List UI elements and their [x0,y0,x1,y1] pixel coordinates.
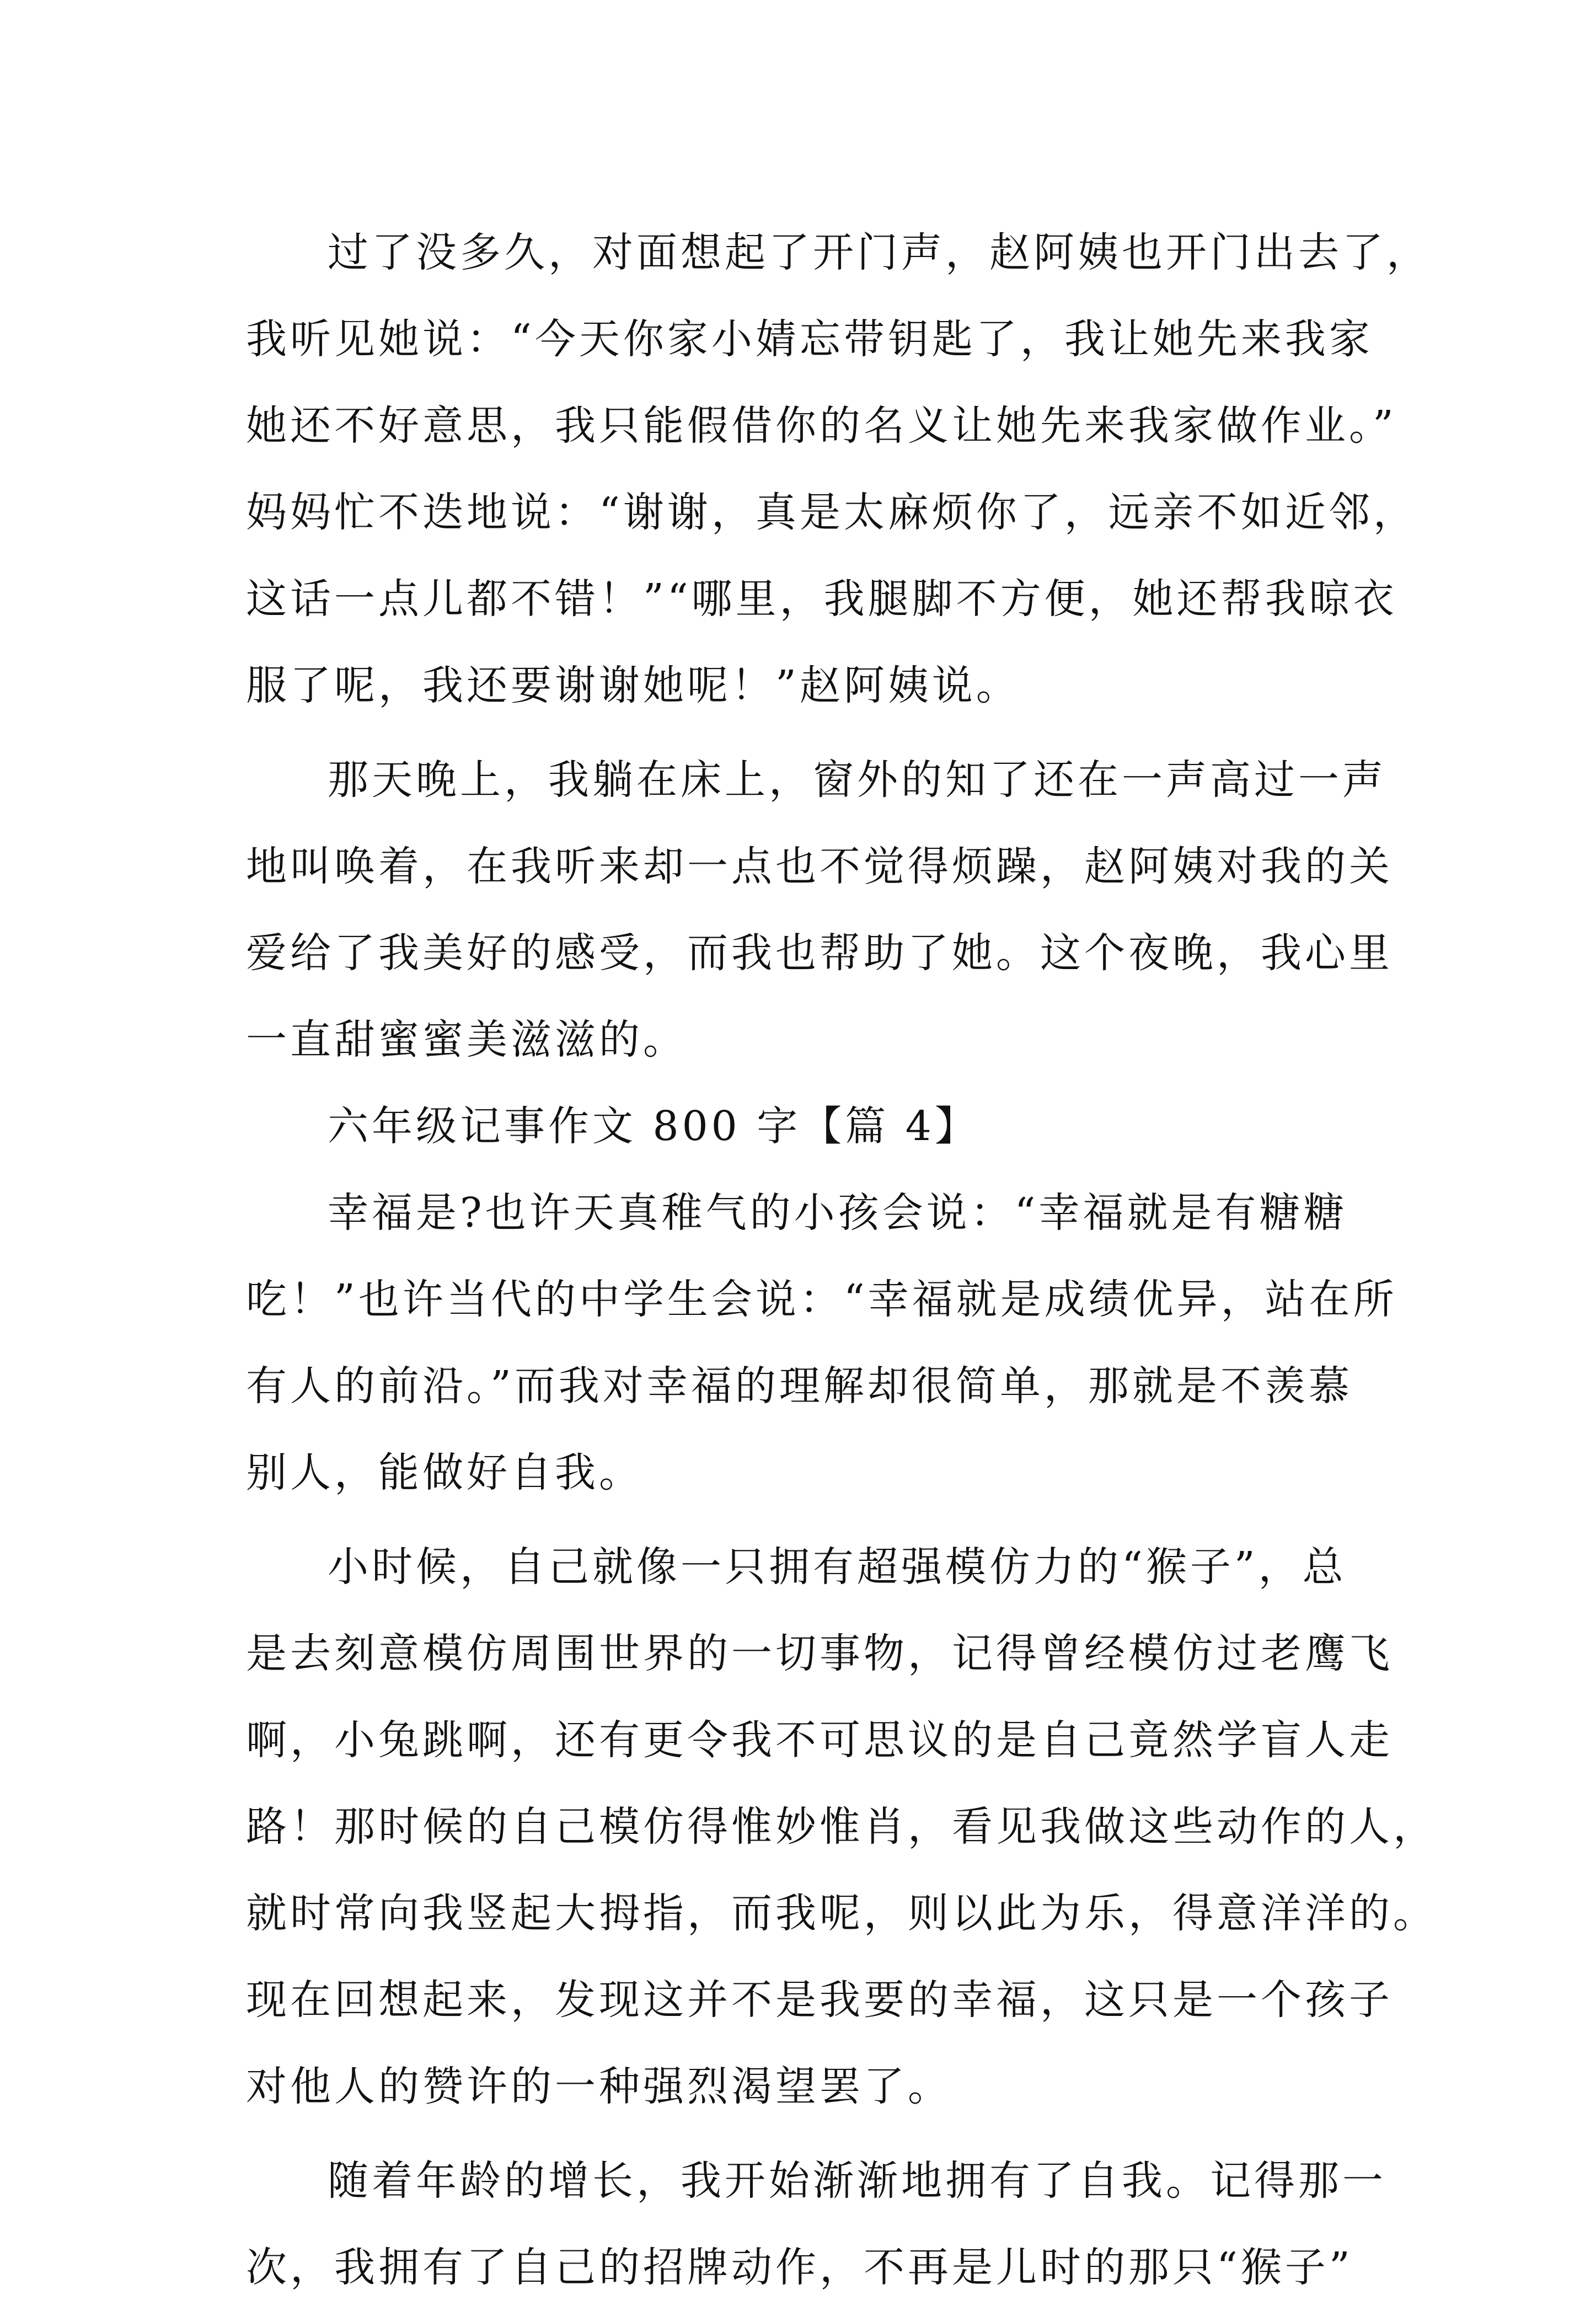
text-line: 有人的前沿。”而我对幸福的理解却很简单，那就是不羡慕 [246,1362,1353,1410]
text-line: 这话一点儿都不错！”“哪里，我腿脚不方便，她还帮我晾衣 [246,575,1397,623]
text-line: 服了呢，我还要谢谢她呢！”赵阿姨说。 [246,662,1020,709]
paragraph [246,737,1393,1083]
text-line: 别人，能做好自我。 [246,1449,643,1496]
text-line: 路！那时候的自己模仿得惟妙惟肖，看见我做这些动作的人， [246,1803,1437,1850]
text-line: 啊，小兔跳啊，还有更令我不可思议的是自己竟然学盲人走 [246,1716,1393,1764]
text-line: 现在回想起来，发现这并不是我要的幸福，这只是一个孩子 [246,1976,1393,2024]
section-heading [246,1083,1360,1170]
text-line: 那天晚上，我躺在床上，窗外的知了还在一声高过一声 [328,756,1386,804]
paragraph [246,1170,1397,1516]
text-line: 是去刻意模仿周围世界的一切事物，记得曾经模仿过老鹰飞 [246,1630,1393,1677]
text-line: 一直甜蜜蜜美滋滋的。 [246,1016,687,1063]
text-line: 随着年龄的增长，我开始渐渐地拥有了自我。记得那一 [328,2157,1386,2205]
text-line: 对他人的赞许的一种强烈渴望罢了。 [246,2063,952,2110]
paragraph [246,210,1431,729]
text-line: 次，我拥有了自己的招牌动作，不再是儿时的那只“猴子” [246,2244,1353,2291]
text-line: 过了没多久，对面想起了开门声，赵阿姨也开门出去了， [328,229,1431,276]
heading-text: 六年级记事作文 800 字【篇 4】 [328,1103,979,1150]
document-body [246,210,1437,2311]
text-line: 爱给了我美好的感受，而我也帮助了她。这个夜晚，我心里 [246,929,1393,977]
text-line: 就时常向我竖起大拇指，而我呢，则以此为乐，得意洋洋的。 [246,1890,1437,1937]
text-line: 我听见她说：“今天你家小婧忘带钥匙了，我让她先来我家 [246,315,1373,363]
text-line: 妈妈忙不迭地说：“谢谢，真是太麻烦你了，远亲不如近邻， [246,489,1417,536]
paragraph [246,1524,1437,2130]
text-line: 吃！”也许当代的中学生会说：“幸福就是成绩优异，站在所 [246,1276,1397,1323]
paragraph [246,2138,1386,2311]
text-line: 她还不好意思，我只能假借你的名义让她先来我家做作业。” [246,402,1397,450]
text-line: 地叫唤着，在我听来却一点也不觉得烦躁，赵阿姨对我的关 [246,843,1393,890]
text-line: 幸福是?也许天真稚气的小孩会说：“幸福就是有糖糖 [328,1189,1348,1237]
text-line: 小时候，自己就像一只拥有超强模仿力的“猴子”，总 [328,1543,1347,1591]
